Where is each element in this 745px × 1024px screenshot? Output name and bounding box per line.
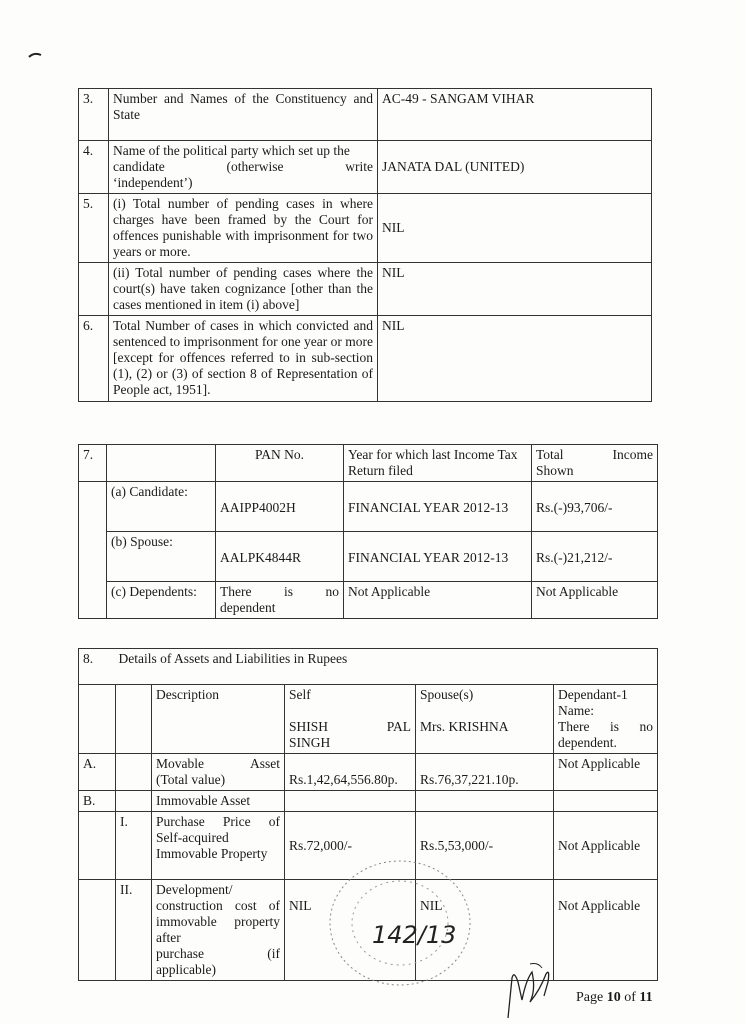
- section-title: Details of Assets and Liabilities in Rupees: [118, 651, 348, 666]
- table-row: [79, 880, 658, 981]
- word: purchase: [156, 946, 204, 961]
- development-spouse: NIL: [416, 880, 554, 981]
- word: write: [345, 159, 373, 174]
- word: of: [268, 814, 280, 829]
- movable-self: Rs.1,42,64,556.80p.: [285, 754, 416, 791]
- table-row: [79, 194, 652, 263]
- word: candidate: [113, 159, 165, 174]
- table-row: [79, 582, 658, 619]
- blank-cell: [116, 754, 152, 791]
- table-row: [79, 812, 658, 880]
- item-number: 8.: [83, 651, 94, 666]
- word: (Total value): [156, 772, 226, 787]
- dependents-year: Not Applicable: [344, 582, 532, 619]
- cognizance-label: (ii) Total number of pending cases where the court(s) have taken cognizance [other than the cases mentioned in item (i) above]: [109, 263, 378, 316]
- party-value: JANATA DAL (UNITED): [378, 141, 652, 194]
- word: SHISH: [289, 719, 329, 734]
- table-row: [79, 89, 652, 141]
- word: Page: [576, 990, 607, 1005]
- spouse-year: FINANCIAL YEAR 2012-13: [344, 532, 532, 582]
- word: Movable: [156, 756, 204, 771]
- party-label-line-2: [113, 159, 373, 175]
- table-row: [79, 141, 652, 194]
- table-row: [79, 316, 652, 402]
- word: Development/ construction cost of immovable property after: [156, 882, 280, 945]
- dependents-label: (c) Dependents:: [107, 582, 216, 619]
- item-number: 6.: [79, 316, 109, 402]
- spouse-pan: AALPK4844R: [216, 532, 344, 582]
- blank-cell: [554, 791, 658, 812]
- convictions-value: NIL: [378, 316, 652, 402]
- word: Purchase: [156, 814, 205, 829]
- blank-cell: [416, 791, 554, 812]
- word: is: [283, 584, 293, 599]
- candidate-year: FINANCIAL YEAR 2012-13: [344, 482, 532, 532]
- party-label: [109, 141, 378, 194]
- candidate-income: Rs.(-)93,706/-: [532, 482, 658, 532]
- description-header: Description: [152, 685, 285, 754]
- convictions-label: Total Number of cases in which convicted and sentenced to imprisonment for one year or more [except for offences referred to in sub-section (1), (2) or (3) of section 8 of Representation of People act, 1951].: [109, 316, 378, 402]
- word: no: [639, 719, 654, 734]
- candidate-pan: AAIPP4002H: [216, 482, 344, 532]
- income-header: [532, 445, 658, 482]
- self-header: [285, 685, 416, 754]
- total-pages: 11: [639, 990, 653, 1005]
- constituency-label: Number and Names of the Constituency and State: [109, 89, 378, 141]
- blank-cell: [285, 791, 416, 812]
- blank-cell: [79, 812, 116, 880]
- movable-spouse: Rs.76,37,221.10p.: [416, 754, 554, 791]
- blank-cell: [116, 791, 152, 812]
- blank-cell: [116, 685, 152, 754]
- word: Self-acquired Immovable Property: [156, 830, 268, 861]
- word: (if: [267, 946, 280, 961]
- word: Price: [222, 814, 251, 829]
- row-letter: A.: [79, 754, 116, 791]
- dependents-pan: [216, 582, 344, 619]
- party-label-line-3: ‘independent’): [113, 175, 193, 190]
- table-row: [79, 263, 652, 316]
- table-row: [79, 482, 658, 532]
- word: SINGH: [289, 735, 331, 750]
- current-page: 10: [606, 990, 621, 1005]
- word: There: [558, 719, 590, 734]
- spouse-income: Rs.(-)21,212/-: [532, 532, 658, 582]
- constituency-value: AC-49 - SANGAM VIHAR: [378, 89, 652, 141]
- page-number: [576, 990, 653, 1006]
- blank-cell: [79, 880, 116, 981]
- movable-dependant: Not Applicable: [554, 754, 658, 791]
- party-label-line-1: Name of the political party which set up the: [113, 143, 350, 158]
- table-row: [79, 791, 658, 812]
- development-description: [152, 880, 285, 981]
- word: dependent: [220, 600, 276, 615]
- word: Shown: [536, 463, 574, 478]
- word: is: [610, 719, 620, 734]
- word: of: [620, 990, 640, 1005]
- development-self: NIL: [285, 880, 416, 981]
- item-number: 7.: [79, 445, 107, 482]
- table-row: [79, 532, 658, 582]
- item-number: 4.: [79, 141, 109, 194]
- row-roman: I.: [116, 812, 152, 880]
- purchase-dependant: Not Applicable: [554, 812, 658, 880]
- table-row: [79, 754, 658, 791]
- pan-income-table: [78, 444, 658, 619]
- pan-header: PAN No.: [216, 445, 344, 482]
- spouse-header: [416, 685, 554, 754]
- row-roman: II.: [116, 880, 152, 981]
- dependents-income: Not Applicable: [532, 582, 658, 619]
- purchase-description: [152, 812, 285, 880]
- word: no: [325, 584, 339, 599]
- dependant-header: [554, 685, 658, 754]
- word: Mrs. KRISHNA: [420, 719, 509, 734]
- cognizance-value: NIL: [378, 263, 652, 316]
- year-header: Year for which last Income Tax Return filed: [344, 445, 532, 482]
- item-number: 5.: [79, 194, 109, 263]
- spouse-label: (b) Spouse:: [107, 532, 216, 582]
- item-number: 3.: [79, 89, 109, 141]
- word: PAL: [386, 719, 411, 734]
- word: (otherwise: [226, 159, 284, 174]
- word: Dependant-1 Name:: [558, 687, 628, 718]
- table-row: [79, 685, 658, 754]
- word: There: [220, 584, 252, 599]
- word: Spouse(s): [420, 687, 474, 702]
- stamp-number: 142/13: [372, 921, 457, 949]
- purchase-self: Rs.72,000/-: [285, 812, 416, 880]
- word: Self: [289, 687, 311, 702]
- purchase-spouse: Rs.5,53,000/-: [416, 812, 554, 880]
- constituency-party-cases-table: [78, 88, 652, 402]
- immovable-heading: Immovable Asset: [152, 791, 285, 812]
- word: Asset: [250, 756, 280, 771]
- blank-cell: [79, 685, 116, 754]
- word: Income: [612, 447, 653, 462]
- stray-mark: [28, 52, 42, 58]
- table-row: [79, 649, 658, 685]
- item-number: [79, 263, 109, 316]
- word: Total: [536, 447, 564, 462]
- assets-liabilities-table: [78, 648, 658, 981]
- blank-cell: [79, 482, 107, 619]
- row-letter: B.: [79, 791, 116, 812]
- development-dependant: Not Applicable: [554, 880, 658, 981]
- word: applicable): [156, 962, 216, 977]
- table-row: [79, 445, 658, 482]
- framed-charges-value: NIL: [378, 194, 652, 263]
- section-title-cell: [79, 649, 658, 685]
- movable-description: [152, 754, 285, 791]
- blank-header: [107, 445, 216, 482]
- word: dependent.: [558, 735, 617, 750]
- candidate-label: (a) Candidate:: [107, 482, 216, 532]
- framed-charges-label: (i) Total number of pending cases in where charges have been framed by the Court for offences punishable with imprisonment for two years or more.: [109, 194, 378, 263]
